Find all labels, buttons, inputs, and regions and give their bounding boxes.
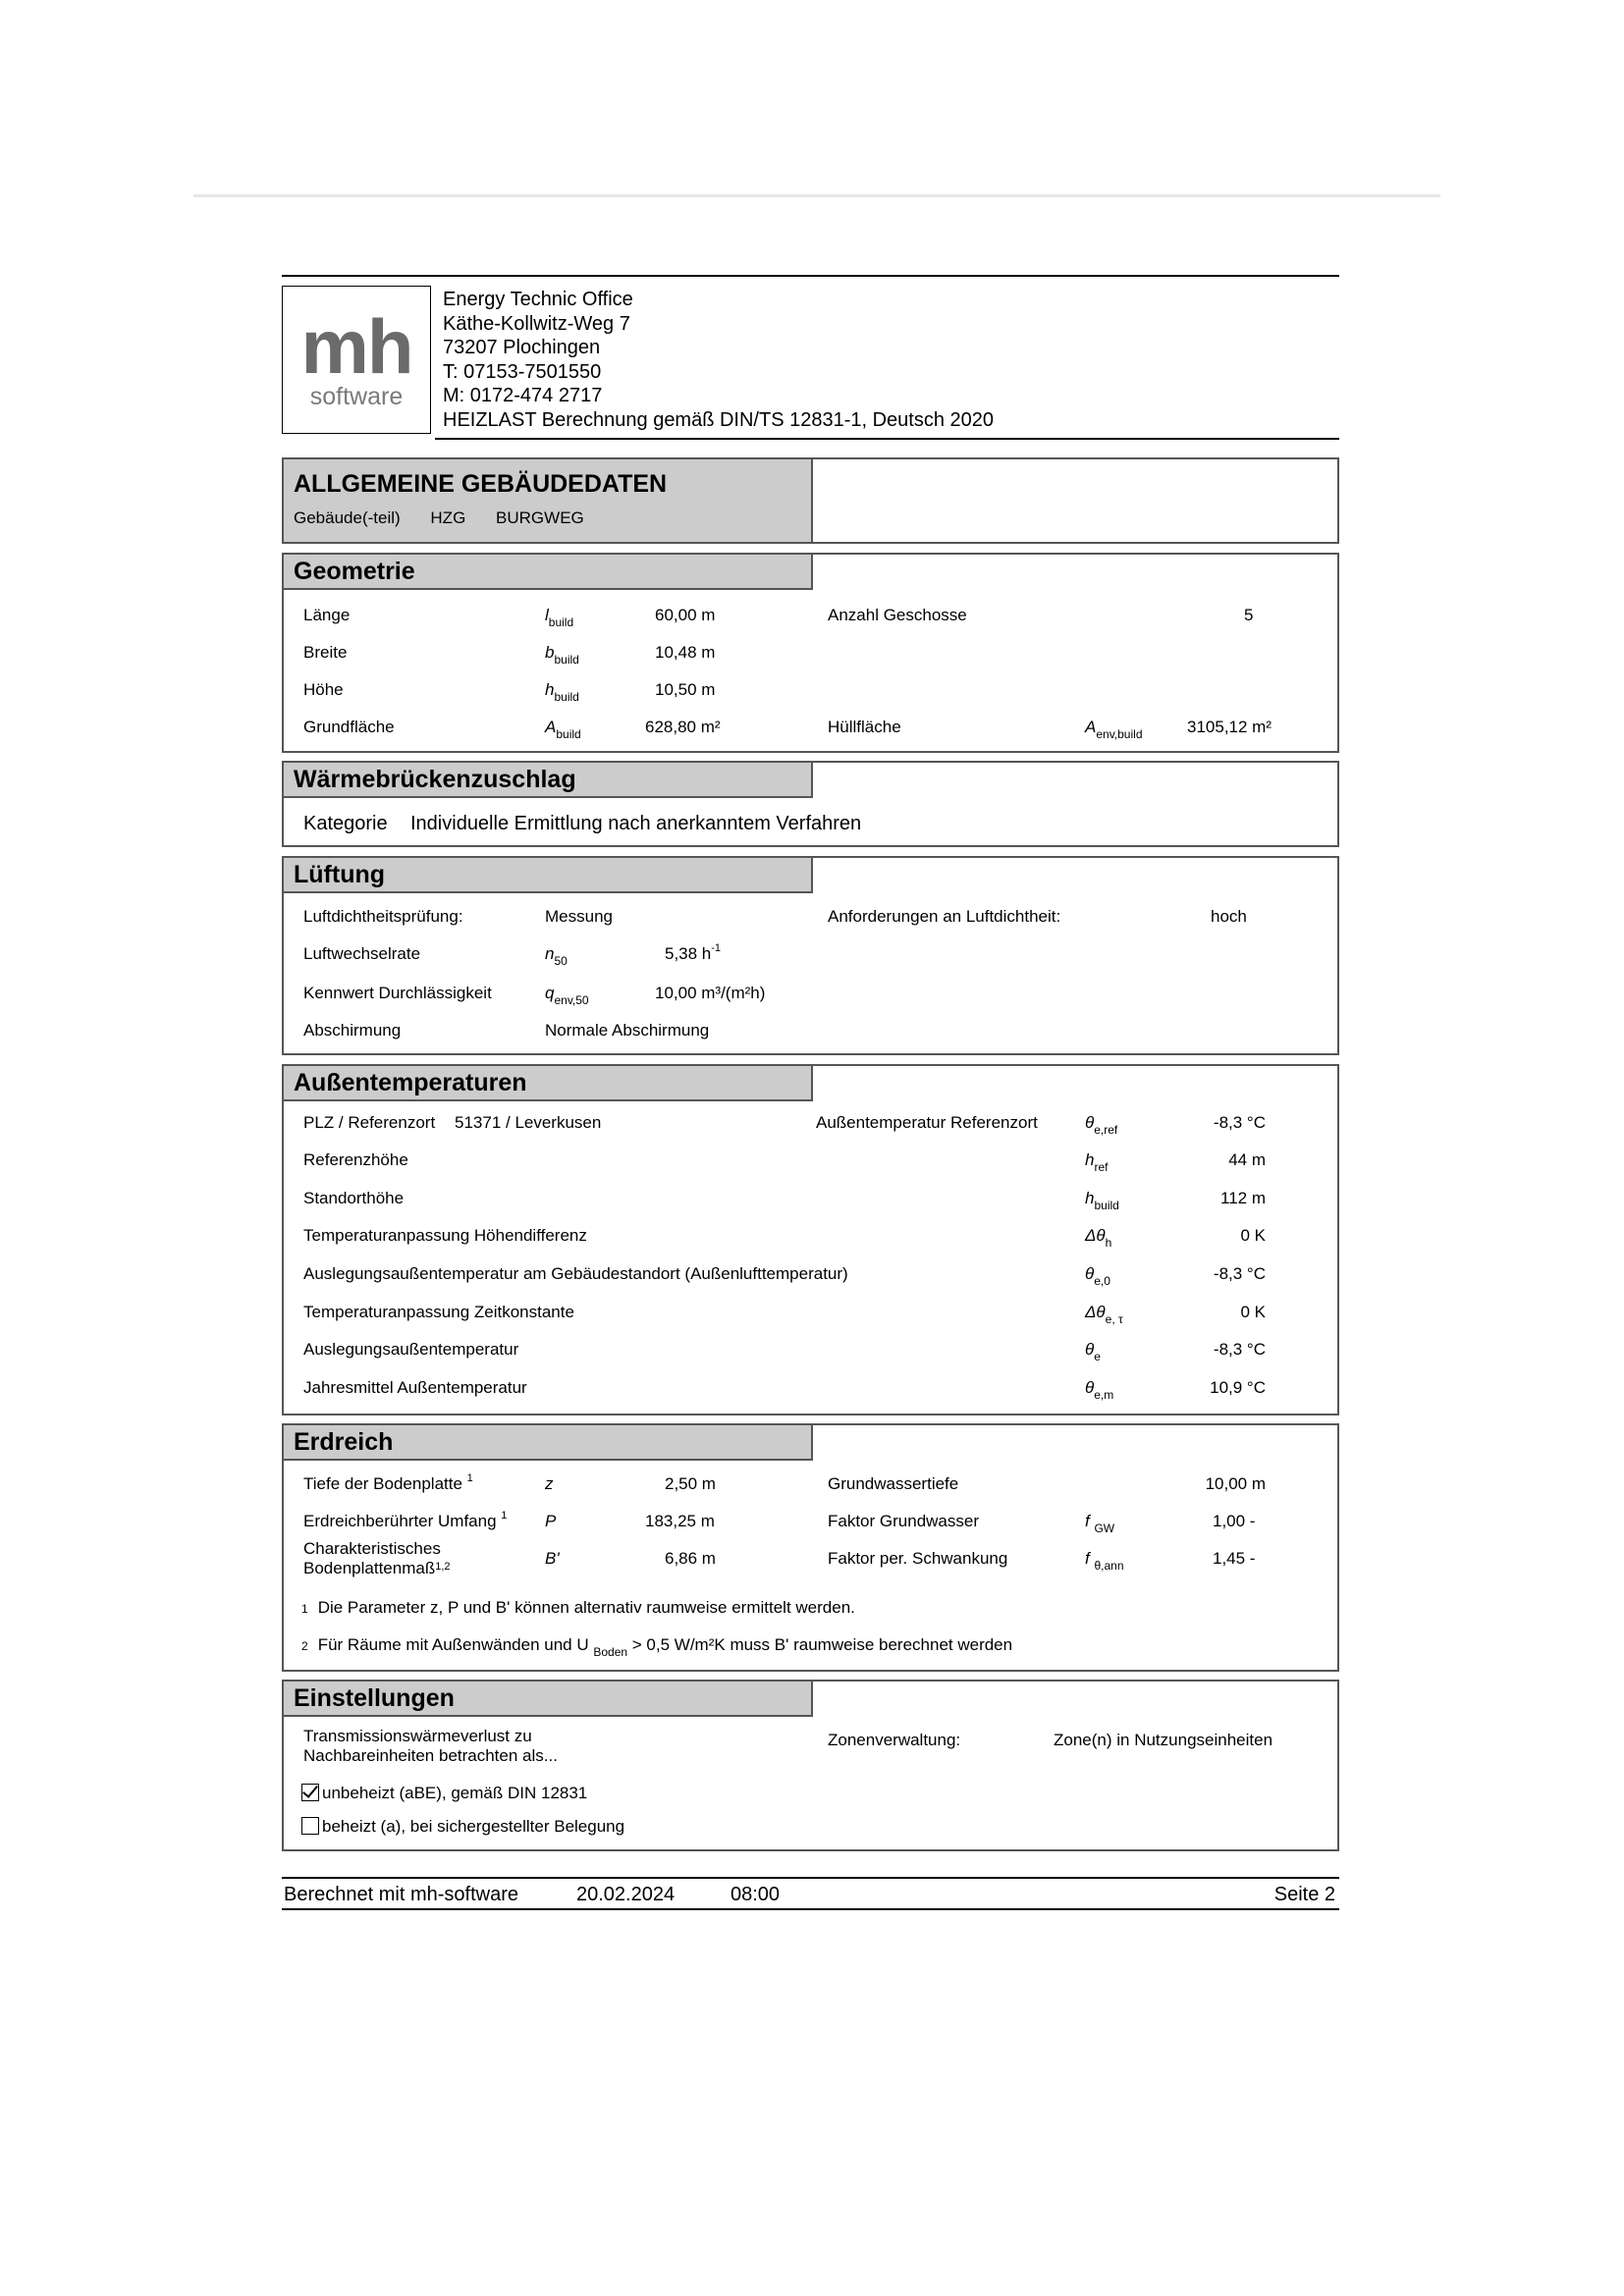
section-title: Außentemperaturen [284, 1066, 813, 1101]
temp-row-value: 112 m [1220, 1189, 1266, 1207]
option-unbeheizt[interactable] [301, 1784, 587, 1803]
checkbox-checked-icon[interactable] [301, 1784, 319, 1801]
abschirmung-value: Normale Abschirmung [545, 1021, 710, 1040]
temp-row-symbol: $h_{ref}$ [1085, 1150, 1109, 1174]
section-title: Lüftung [284, 858, 813, 893]
building-code: HZG [430, 508, 466, 527]
company-address [443, 288, 994, 433]
report-heading: HEIZLAST Berechnung gemäß DIN/TS 12831-1, Deutsch 2020 [443, 408, 995, 431]
header-bottom-rule [435, 438, 1339, 440]
grundflaeche-value: 628,80 m² [645, 718, 721, 736]
section-geometrie [282, 553, 1339, 753]
section-title: ALLGEMEINE GEBÄUDEDATEN [294, 470, 668, 498]
abschirmung-label: Abschirmung [303, 1021, 402, 1040]
hoehe-value: 10,50 m [655, 680, 716, 699]
umfang-symbol: P [545, 1512, 557, 1530]
checkbox-unchecked-icon[interactable] [301, 1817, 319, 1835]
kategorie-label: Kategorie [303, 813, 388, 834]
grundwassertiefe-value: 10,00 m [1205, 1474, 1266, 1493]
tiefe-value: 2,50 m [665, 1474, 716, 1493]
hoehe-label: Höhe [303, 680, 344, 699]
temp-row-symbol: $\Delta\theta_h$ [1085, 1226, 1112, 1250]
temp-row-label: Auslegungsaußentemperatur [303, 1340, 519, 1359]
zonenverwaltung-label: Zonenverwaltung: [828, 1731, 961, 1749]
logo-sub-text: software [309, 383, 404, 410]
temp-row-label: Temperaturanpassung Höhendifferenz [303, 1226, 587, 1245]
bodenplattenmass-value: 6,86 m [665, 1549, 716, 1568]
faktor-grundwasser-label: Faktor Grundwasser [828, 1512, 979, 1530]
tiefe-label: Tiefe der Bodenplatte $^1$ [303, 1472, 473, 1493]
tiefe-symbol: z [545, 1474, 554, 1493]
temp-row-symbol: $\theta_{e,m}$ [1085, 1378, 1114, 1402]
luftdichtheitspruefung-value: Messung [545, 907, 613, 926]
temp-row-label: Temperaturanpassung Zeitkonstante [303, 1303, 574, 1321]
building-label: Gebäude(-teil) [294, 508, 401, 527]
temp-row-value: 44 m [1228, 1150, 1266, 1169]
temp-row-label: Auslegungsaußentemperatur am Gebäudestandort (Außenlufttemperatur) [303, 1264, 848, 1283]
faktor-grundwasser-value: 1,00 - [1213, 1512, 1256, 1530]
bodenplattenmass-symbol: B' [545, 1549, 560, 1568]
footer-page-number: Seite 2 [1273, 1884, 1335, 1905]
anforderung-label: Anforderungen an Luftdichtheit: [828, 907, 1061, 926]
section-erdreich [282, 1423, 1339, 1672]
footer-date: 20.02.2024 [576, 1884, 676, 1905]
option-beheizt-label: beheizt (a), bei sichergestellter Belegung [322, 1817, 625, 1836]
section-lueftung [282, 856, 1339, 1055]
umfang-label: Erdreichberührter Umfang $^1$ [303, 1510, 508, 1530]
logo-main-text: mh [300, 303, 412, 390]
umfang-value: 183,25 m [645, 1512, 715, 1530]
grundflaeche-symbol: $A_{build}$ [545, 718, 581, 741]
temp-row-symbol: $\theta_{e,0}$ [1085, 1264, 1110, 1288]
footer-bottom-rule [282, 1908, 1339, 1910]
company-city: 73207 Plochingen [443, 337, 601, 359]
faktor-schwankung-symbol: f $_{\theta,ann}$ [1085, 1549, 1124, 1573]
breite-symbol: $b_{build}$ [545, 643, 579, 667]
footer-time: 08:00 [731, 1884, 781, 1905]
temp-row-symbol: $\theta_{e,ref}$ [1085, 1113, 1118, 1137]
section-einstellungen [282, 1680, 1339, 1851]
transmission-label: Transmissionswärmeverlust zu Nachbareinheiten betrachten als... [303, 1727, 558, 1765]
breite-value: 10,48 m [655, 643, 716, 662]
temp-row-symbol: $\theta_e$ [1085, 1340, 1101, 1363]
temp-row-value: 0 K [1240, 1226, 1266, 1245]
zonenverwaltung-value: Zone(n) in Nutzungseinheiten [1054, 1731, 1273, 1749]
temp-row-value: -8,3 °C [1213, 1264, 1266, 1283]
grundwassertiefe-label: Grundwassertiefe [828, 1474, 959, 1493]
section-title: Geometrie [284, 555, 813, 590]
luftdichtheitspruefung-label: Luftdichtheitsprüfung: [303, 907, 463, 926]
top-divider [193, 194, 1440, 197]
grundflaeche-label: Grundfläche [303, 718, 395, 736]
temp-row-symbol: $h_{build}$ [1085, 1189, 1119, 1212]
plz-value: 51371 / Leverkusen [455, 1113, 602, 1132]
huellflaeche-label: Hüllfläche [828, 718, 901, 736]
laenge-label: Länge [303, 606, 351, 624]
section-title: Wärmebrückenzuschlag [284, 763, 813, 798]
footnote-2: 2 Für Räume mit Außenwänden und U $_{Boden}$ > 0,5 W/m²K muss B' raumweise berechnet werden [301, 1635, 1013, 1659]
section-title-box [284, 459, 813, 542]
company-name: Energy Technic Office [443, 289, 633, 310]
section-title: Einstellungen [284, 1682, 813, 1717]
temp-row-value: -8,3 °C [1213, 1340, 1266, 1359]
temp-row-label: Referenzhöhe [303, 1150, 408, 1169]
company-street: Käthe-Kollwitz-Weg 7 [443, 312, 630, 335]
geschosse-label: Anzahl Geschosse [828, 606, 967, 624]
mh-software-logo [282, 286, 431, 434]
company-phone: T: 07153-7501550 [443, 360, 602, 383]
luftwechselrate-symbol: $n_{50}$ [545, 944, 568, 968]
faktor-schwankung-label: Faktor per. Schwankung [828, 1549, 1008, 1568]
temp-row-symbol: $\Delta\theta_{e, \tau}$ [1085, 1303, 1123, 1326]
anforderung-value: hoch [1211, 907, 1247, 926]
header-top-rule [282, 275, 1339, 277]
footnote-1: 1 Die Parameter z, P und B' können alternativ raumweise ermittelt werden. [301, 1598, 855, 1617]
bodenplattenmass-label: Charakteristisches Bodenplattenmaß$^{1,2}$ [303, 1539, 451, 1577]
section-aussentemperaturen [282, 1064, 1339, 1415]
section-allgemeine-gebaeudedaten [282, 457, 1339, 544]
temp-row-label: Außentemperatur Referenzort [816, 1113, 1038, 1132]
temp-row-value: -8,3 °C [1213, 1113, 1266, 1132]
temp-row-value: 10,9 °C [1210, 1378, 1266, 1397]
temp-row-label: Jahresmittel Außentemperatur [303, 1378, 527, 1397]
section-title: Erdreich [284, 1425, 813, 1461]
option-beheizt[interactable] [301, 1817, 624, 1837]
kennwert-label: Kennwert Durchlässigkeit [303, 984, 492, 1002]
plz-label: PLZ / Referenzort [303, 1113, 436, 1132]
footer-top-rule [282, 1877, 1339, 1879]
laenge-value: 60,00 m [655, 606, 716, 624]
company-mobile: M: 0172-474 2717 [443, 385, 603, 407]
kennwert-value: 10,00 m³/(m²h) [655, 984, 766, 1002]
kategorie-value: Individuelle Ermittlung nach anerkanntem Verfahren [410, 813, 862, 834]
temp-row-label: Standorthöhe [303, 1189, 405, 1207]
faktor-schwankung-value: 1,45 - [1213, 1549, 1256, 1568]
temp-row-value: 0 K [1240, 1303, 1266, 1321]
footer-software: Berechnet mit mh-software [284, 1884, 518, 1905]
section-waermebrueckenzuschlag [282, 761, 1339, 847]
hoehe-symbol: $h_{build}$ [545, 680, 579, 704]
luftwechselrate-label: Luftwechselrate [303, 944, 421, 963]
option-unbeheizt-label: unbeheizt (aBE), gemäß DIN 12831 [322, 1784, 588, 1802]
geschosse-value: 5 [1244, 606, 1254, 624]
laenge-symbol: $l_{build}$ [545, 606, 574, 629]
breite-label: Breite [303, 643, 348, 662]
kennwert-symbol: $q_{env,50}$ [545, 984, 589, 1007]
faktor-grundwasser-symbol: f $_{GW}$ [1085, 1512, 1115, 1535]
huellflaeche-symbol: $A_{env,build}$ [1085, 718, 1143, 741]
huellflaeche-value: 3105,12 m² [1187, 718, 1272, 736]
luftwechselrate-value: 5,38 $h^{-1}$ [665, 942, 722, 963]
building-name: BURGWEG [496, 508, 584, 527]
